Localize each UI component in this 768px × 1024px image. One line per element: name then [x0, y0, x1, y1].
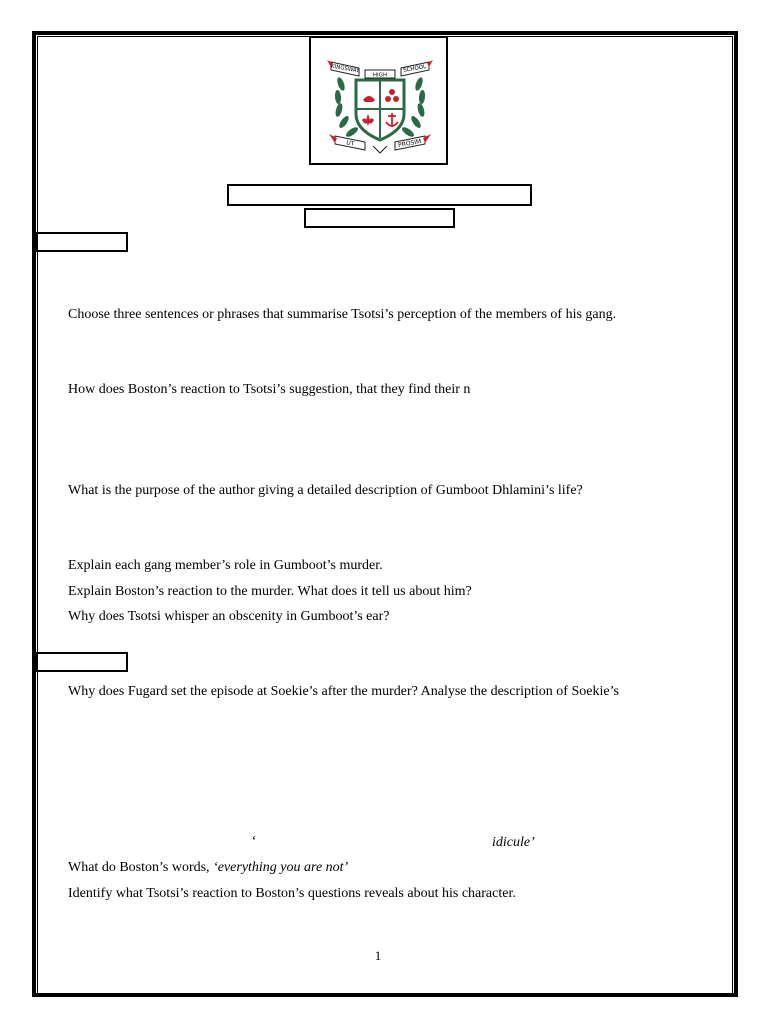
motto-prosim: PROSIM	[397, 138, 422, 149]
motto-ut: UT	[345, 139, 355, 148]
question-7: Why does Fugard set the episode at Soekie’s after the murder? Analyse the description of Soekie’s	[68, 684, 619, 699]
school-crest-logo	[325, 50, 435, 154]
question-5: Explain Boston’s reaction to the murder. What does it tell us about him?	[68, 584, 472, 599]
question-6: Why does Tsotsi whisper an obscenity in Gumboot’s ear?	[68, 609, 390, 624]
banner-kingsway: KINGSWAY	[330, 63, 360, 75]
question-1: Choose three sentences or phrases that summarise Tsotsi’s perception of the members of his gang.	[68, 307, 617, 322]
question-8	[68, 859, 348, 876]
question-8-quote: ‘everything you are not’	[213, 860, 349, 875]
school-logo-frame	[309, 36, 448, 165]
question-2: How does Boston’s reaction to Tsotsi’s suggestion, that they find their n	[68, 382, 471, 397]
bottom-rule	[32, 994, 738, 996]
subtitle-box	[304, 208, 455, 228]
question-9: Identify what Tsotsi’s reaction to Boston’s questions reveals about his character.	[68, 886, 516, 901]
section-heading-box-2	[36, 652, 128, 672]
quote-fragment-mark: ‘	[251, 834, 256, 849]
question-4: Explain each gang member’s role in Gumboot’s murder.	[68, 558, 383, 573]
page-border-inner	[37, 36, 733, 994]
title-box	[227, 184, 532, 206]
question-8-prefix: What do Boston’s words,	[68, 860, 214, 875]
banner-school: SCHOOL	[402, 64, 427, 74]
banner-high: HIGH	[372, 72, 388, 79]
quote-fragment-ridicule: idicule’	[492, 835, 535, 850]
question-3: What is the purpose of the author giving a detailed description of Gumboot Dhlamini’s life?	[68, 483, 583, 498]
section-heading-box-1	[36, 232, 128, 252]
page-number: 1	[374, 948, 382, 963]
